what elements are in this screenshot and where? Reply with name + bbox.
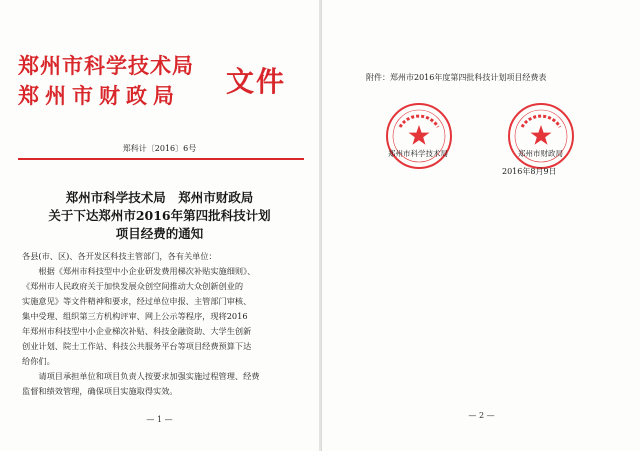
body-line: 监督和绩效管理，确保项目实施取得实效。 [22, 386, 178, 396]
issuing-org-2: 郑州市财政局 [18, 83, 180, 108]
body-line: 根据《郑州市科技型中小企业研发费用梯次补贴实施细则》、 [22, 266, 256, 276]
document-type-label: 文件 [226, 65, 287, 98]
body-line: 年郑州市科技型中小企业梯次补贴、科技金融资助、大学生创新 [22, 326, 252, 336]
issuing-org-1: 郑州市科学技术局 [18, 53, 194, 78]
seal-signatory-1: 郑州市科学技术局 [388, 149, 448, 158]
document-page-1 [0, 0, 319, 451]
body-line: 各县(市、区)、各开发区科技主管部门，各有关单位： [22, 251, 217, 261]
red-header-divider [18, 158, 304, 160]
body-line: 给你们。 [22, 356, 55, 366]
body-line: 集中受理、组织第三方机构评审、网上公示等程序，现将2016 [22, 311, 248, 321]
body-line: 实施意见》等文件精神和要求，经过单位申报、主管部门审核、 [22, 296, 252, 306]
official-seal-2 [508, 103, 574, 169]
page-number: — 2 — [468, 411, 495, 420]
document-title-line-2: 关于下达郑州市2016年第四批科技计划 [48, 208, 271, 223]
document-title-line-1: 郑州市科学技术局 郑州市财政局 [65, 190, 254, 205]
body-line: 创业计划、院士工作站、科技公共服务平台等项目经费预算下达 [22, 341, 252, 351]
seal-signatory-2: 郑州市财政局 [518, 149, 563, 158]
document-number: 郑科计〔2016〕6号 [122, 144, 197, 153]
issue-date: 2016年8月9日 [502, 167, 557, 176]
attachment-note: 附件：郑州市2016年度第四批科技计划项目经费表 [366, 73, 547, 82]
official-seal-1 [386, 103, 452, 169]
document-title-line-3: 项目经费的通知 [115, 226, 204, 241]
page-number: — 1 — [146, 415, 173, 424]
document-page-2 [321, 0, 640, 451]
body-line: 《郑州市人民政府关于加快发展众创空间推动大众创新创业的 [22, 281, 244, 291]
body-line: 请项目承担单位和项目负责人按要求加强实施过程管理、经费 [22, 371, 260, 381]
